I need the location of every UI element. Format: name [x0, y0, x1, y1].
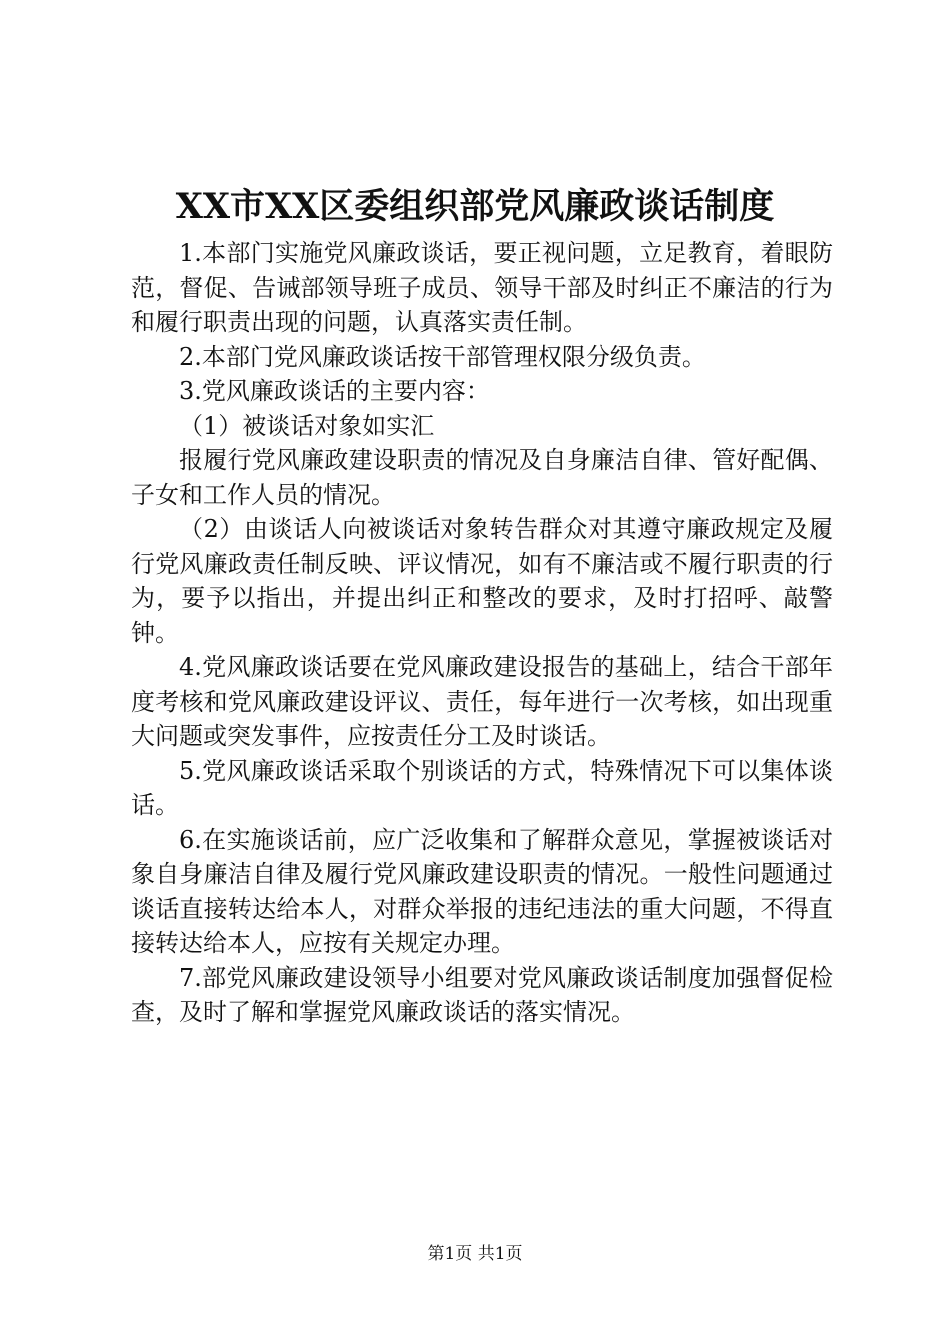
paragraph-1: 1.本部门实施党风廉政谈话，要正视问题，立足教育，着眼防范，督促、告诫部领导班子成员、领导干部及时纠正不廉洁的行为和履行职责出现的问题，认真落实责任制。	[131, 239, 833, 336]
paragraph-3-item-1-start: （1）被谈话对象如实汇	[179, 411, 435, 440]
document-title: XX市XX区委组织部党风廉政谈话制度	[175, 186, 775, 227]
paragraph-3: 3.党风廉政谈话的主要内容：	[179, 377, 490, 405]
page-footer: 第1页 共1页	[427, 1244, 523, 1264]
paragraph-2: 2.本部门党风廉政谈话按干部管理权限分级负责。	[179, 342, 706, 371]
paragraph-3-item-2: （2）由谈话人向被谈话对象转告群众对其遵守廉政规定及履行党风廉政责任制反映、评议情况，如有不廉洁或不履行职责的行为，要予以指出，并提出纠正和整改的要求，及时打招呼、敲警钟。	[131, 515, 833, 647]
document-body	[131, 236, 833, 1030]
paragraph-5: 5.党风廉政谈话采取个别谈话的方式，特殊情况下可以集体谈话。	[131, 756, 833, 819]
paragraph-4: 4.党风廉政谈话要在党风廉政建设报告的基础上，结合干部年度考核和党风廉政建设评议、责任，每年进行一次考核，如出现重大问题或突发事件，应按责任分工及时谈话。	[131, 653, 833, 750]
paragraph-3-item-1-cont: 报履行党风廉政建设职责的情况及自身廉洁自律、管好配偶、子女和工作人员的情况。	[131, 446, 833, 509]
paragraph-7: 7.部党风廉政建设领导小组要对党风廉政谈话制度加强督促检查，及时了解和掌握党风廉政谈话的落实情况。	[131, 963, 833, 1026]
paragraph-6: 6.在实施谈话前，应广泛收集和了解群众意见，掌握被谈话对象自身廉洁自律及履行党风廉政建设职责的情况。一般性问题通过谈话直接转达给本人，对群众举报的违纪违法的重大问题，不得直接转达给本人，应按有关规定办理。	[131, 825, 833, 957]
